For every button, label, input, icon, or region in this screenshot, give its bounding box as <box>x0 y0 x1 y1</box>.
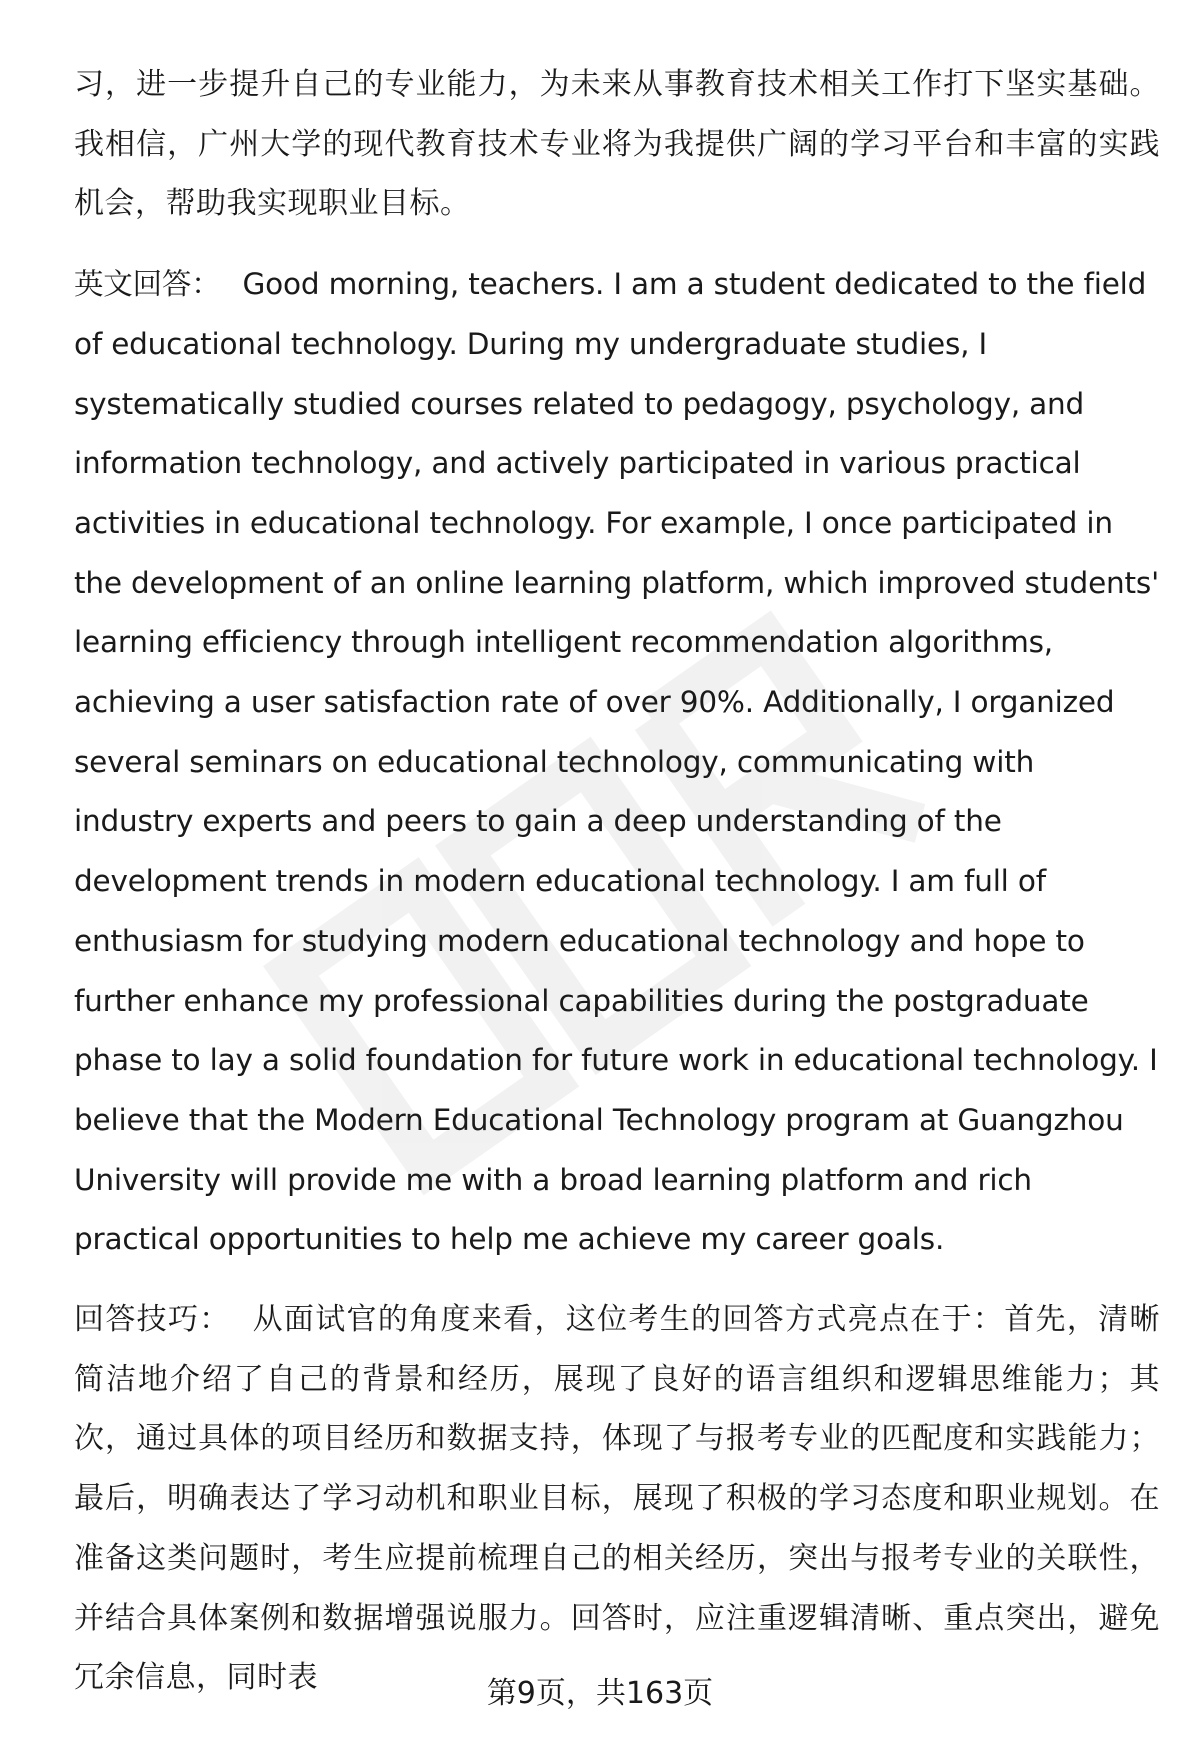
answer-tips-paragraph <box>74 1290 1160 1708</box>
document-body <box>74 55 1160 1708</box>
paragraph-spacer <box>74 234 1160 255</box>
paragraph-spacer <box>74 1270 1160 1290</box>
english-answer-text: Good morning, teachers. I am a student dedicated to the field of educational technology. During my undergraduate studies, I systematically studied courses related to pedagogy, psychology, and information technology, and actively participated in various practical activities in educational technology. For example, I once participated in the development of an online learning platform, which improved students' learning efficiency through intelligent recommendation algorithms, achieving a user satisfaction rate of over 90%. Additionally, I organized several seminars on educational technology, communicating with industry experts and peers to gain a deep understanding of the development trends in modern educational technology. I am full of enthusiasm for studying modern educational technology and hope to further enhance my professional capabilities during the postgraduate phase to lay a solid foundation for future work in educational technology. I believe that the Modern Educational Technology program at Guangzhou University will provide me with a broad learning platform and rich practical opportunities to help me achieve my career goals. <box>74 267 1159 1257</box>
continuation-text: 习，进一步提升自己的专业能力，为未来从事教育技术相关工作打下坚实基础。我相信，广州大学的现代教育技术专业将为我提供广阔的学习平台和丰富的实践机会，帮助我实现职业目标。 <box>74 67 1160 222</box>
english-answer-label: 英文回答： <box>74 267 221 302</box>
english-answer-paragraph <box>74 255 1160 1270</box>
answer-tips-text: 从面试官的角度来看，这位考生的回答方式亮点在于：首先，清晰简洁地介绍了自己的背景和经历，展现了良好的语言组织和逻辑思维能力；其次，通过具体的项目经历和数据支持，体现了与报考专业的匹配度和实践能力；最后，明确表达了学习动机和职业目标，展现了积极的学习态度和职业规划。在准备这类问题时，考生应提前梳理自己的相关经历，突出与报考专业的关联性，并结合具体案例和数据增强说服力。回答时，应注重逻辑清晰、重点突出，避免冗余信息，同时表 <box>74 1302 1161 1696</box>
continuation-paragraph <box>74 55 1160 234</box>
page-number-footer: 第9页，共163页 <box>486 1676 714 1711</box>
answer-tips-label: 回答技巧： <box>74 1302 231 1338</box>
